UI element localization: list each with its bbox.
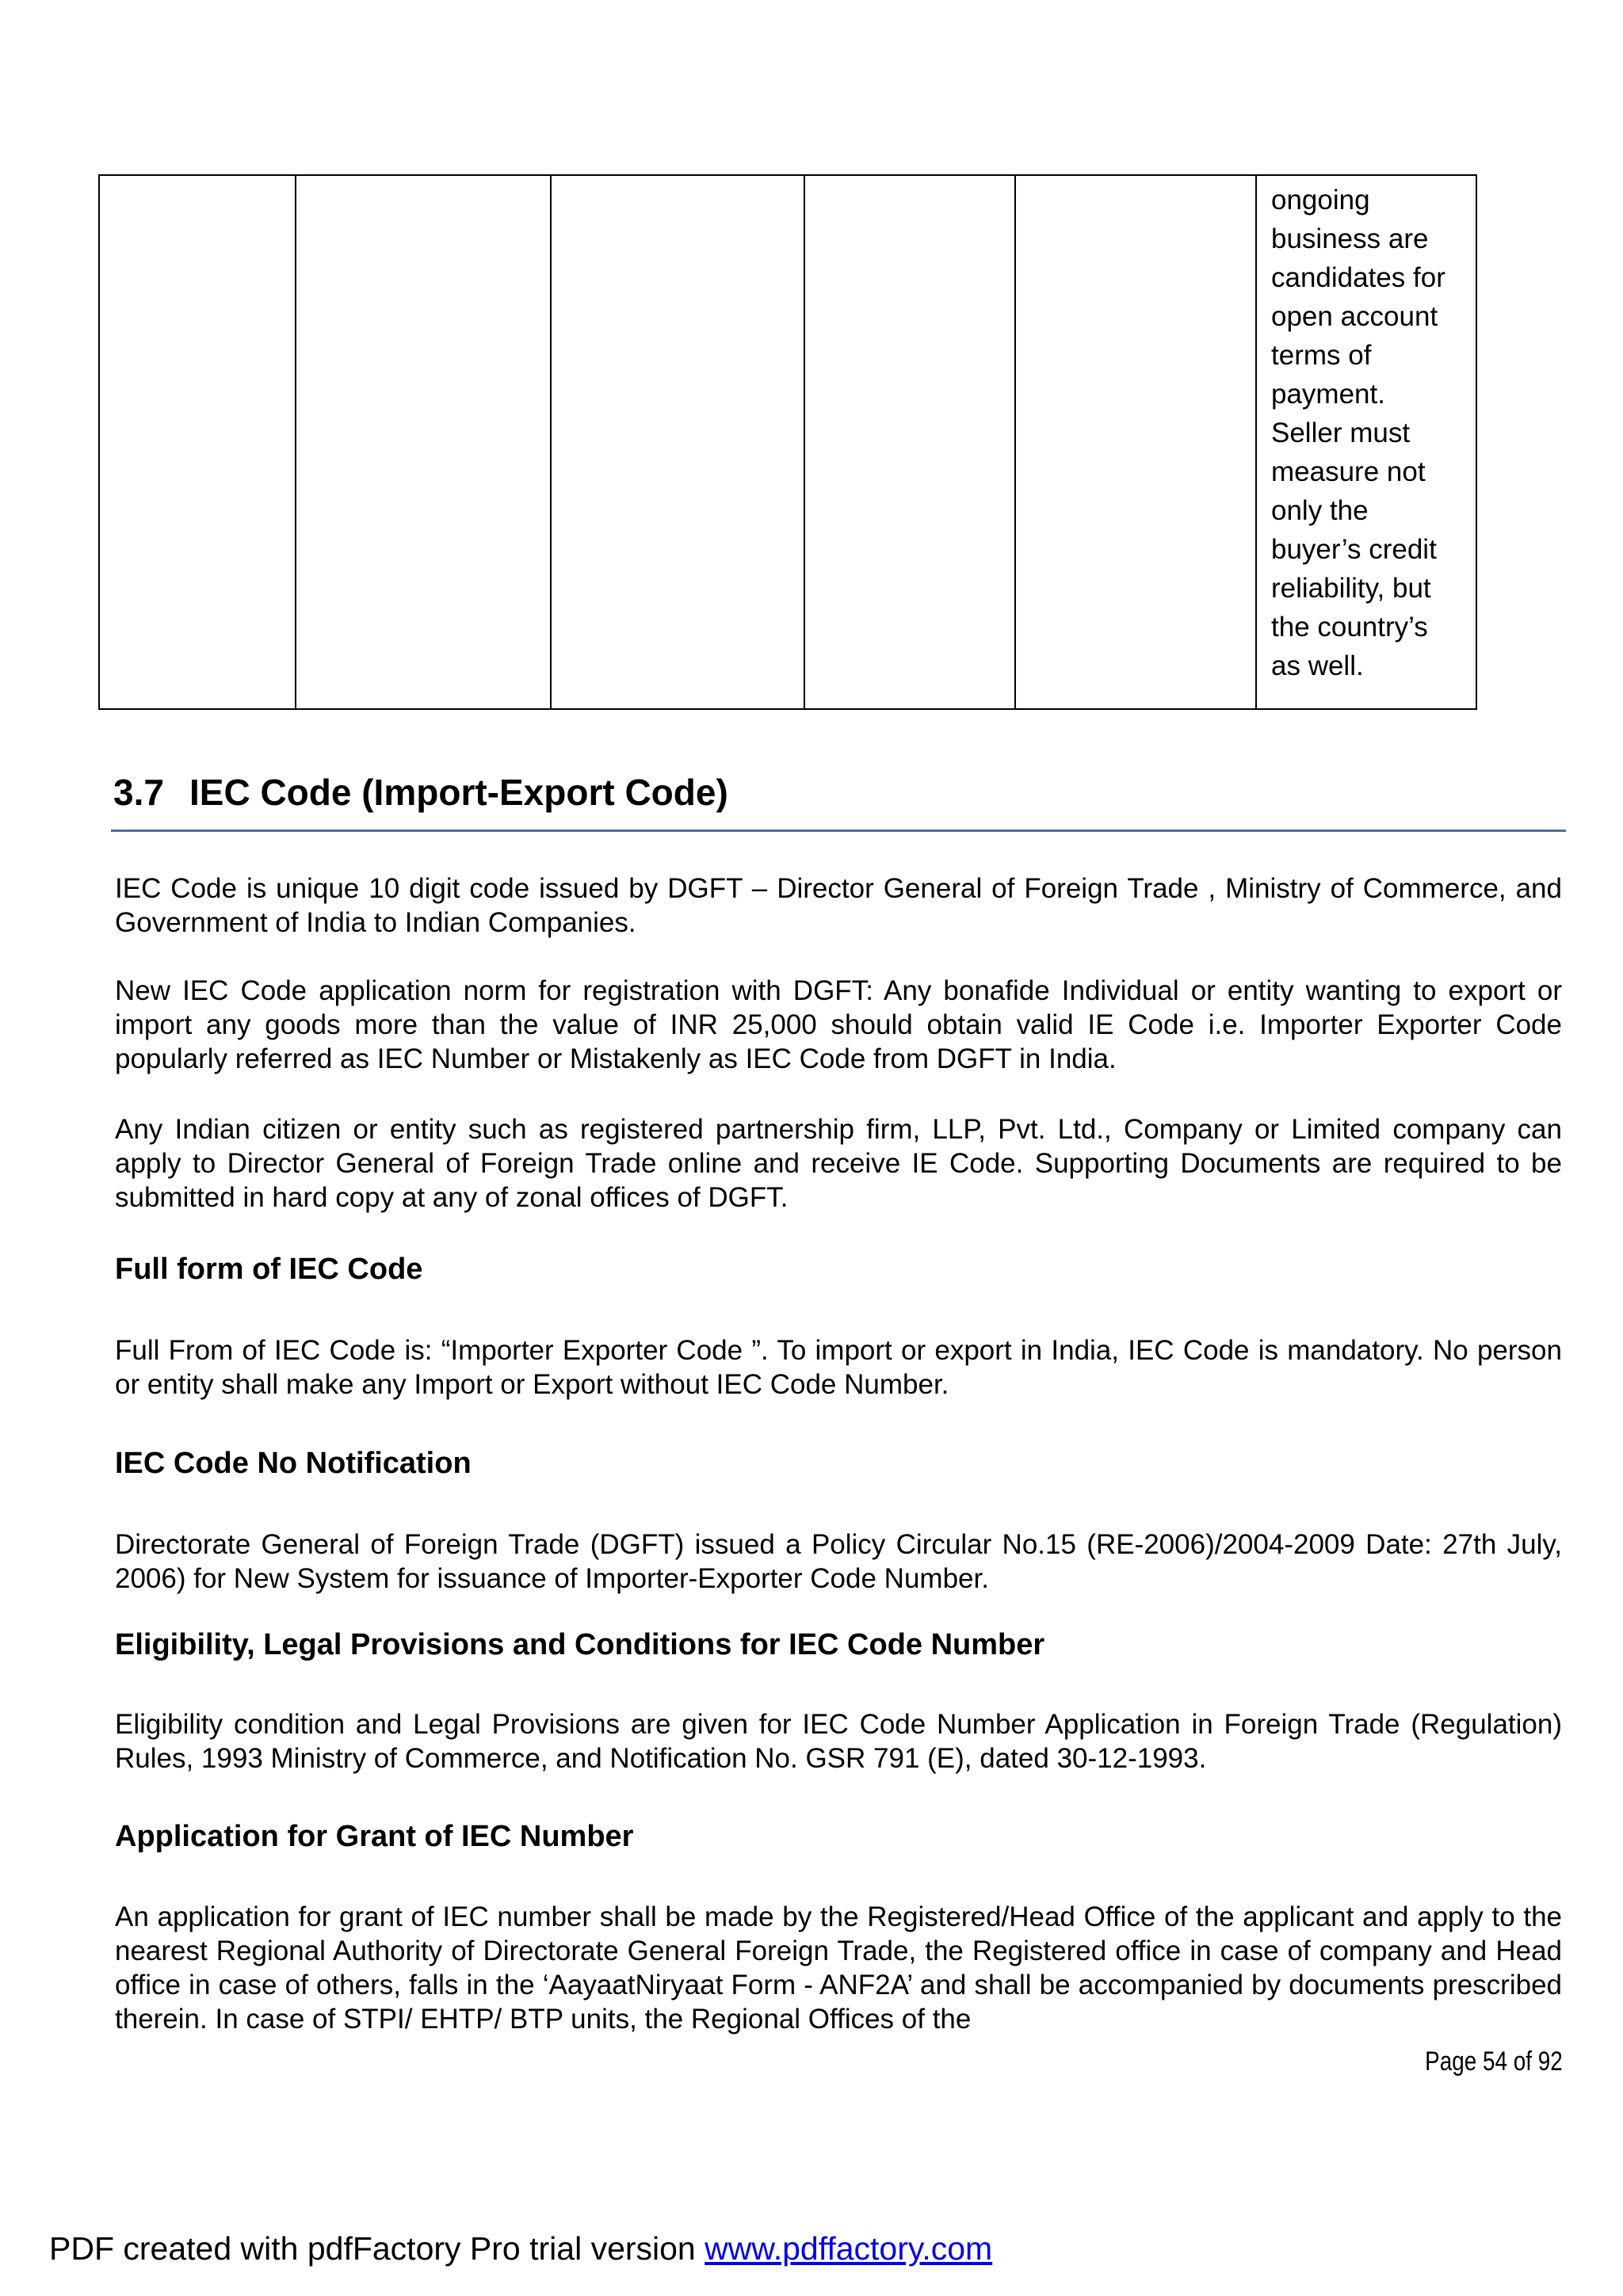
section-title: IEC Code (Import-Export Code) [189,772,728,813]
pdf-footer [49,2228,992,2269]
table-cell [1256,175,1476,709]
table-cell [1015,175,1256,709]
application-paragraph: An application for grant of IEC number shall be made by the Registered/Head Office of the applicant and apply to the nearest Regional Authority of Directorate General Foreign Trade, the Registered office in case of company and Head office in case of others, falls in the ‘AayaatNiryaat Form - ANF2A’ and shall be accompanied by documents prescribed therein. In case of STPI/ EHTP/ BTP units, the Regional Offices of the [115,1901,1562,2035]
table-cell [296,175,551,709]
eligibility-subheading: Eligibility, Legal Provisions and Conditions for IEC Code Number [115,1628,1045,1661]
notification-paragraph: Directorate General of Foreign Trade (DGFT) issued a Policy Circular No.15 (RE-2006)/2004-2009 Date: 27th July, 2006) for New System for issuance of Importer-Exporter Code Number. [115,1529,1562,1594]
application-subheading: Application for Grant of IEC Number [115,1820,634,1853]
payment-terms-cell-text: ongoing business are candidates for open account terms of payment. Seller must measure not only the buyer’s credit reliability, but the country’s as well. [1271,185,1445,681]
section-heading [113,769,1564,816]
footer-text: PDF created with pdfFactory Pro trial version [49,2230,705,2267]
table-cell [551,175,804,709]
pdffactory-link[interactable]: www.pdffactory.com [705,2230,993,2267]
table-cell [99,175,296,709]
table-cell [804,175,1015,709]
table-row [99,175,1476,709]
table-continuation [98,174,1477,710]
eligibility-paragraph: Eligibility condition and Legal Provisions are given for IEC Code Number Application in Foreign Trade (Regulation) Rules, 1993 Ministry of Commerce, and Notification No. GSR 791 (E), dated 30-12-1993. [115,1709,1562,1774]
full-form-paragraph: Full From of IEC Code is: “Importer Exporter Code ”. To import or export in India, IEC Code is mandatory. No person or entity shall make any Import or Export without IEC Code Number. [115,1335,1562,1400]
norm-paragraph: New IEC Code application norm for registration with DGFT: Any bonafide Individual or entity wanting to export or import any goods more than the value of INR 25,000 should obtain valid IE Code i.e. Importer Exporter Code popularly referred as IEC Number or Mistakenly as IEC Code from DGFT in India. [115,975,1562,1074]
heading-divider [111,830,1566,832]
notification-subheading: IEC Code No Notification [115,1447,472,1480]
who-can-apply-paragraph: Any Indian citizen or entity such as registered partnership firm, LLP, Pvt. Ltd., Company or Limited company can apply to Director General of Foreign Trade online and receive IE Code. Supporting Documents are required to be submitted in hard copy at any of zonal offices of DGFT. [115,1114,1562,1213]
intro-paragraph: IEC Code is unique 10 digit code issued by DGFT – Director General of Foreign Trade , Ministry of Commerce, and Government of India to Indian Companies. [115,873,1562,938]
section-number: 3.7 [113,772,164,813]
full-form-subheading: Full form of IEC Code [115,1253,423,1286]
page-number: Page 54 of 92 [1425,2046,1563,2077]
